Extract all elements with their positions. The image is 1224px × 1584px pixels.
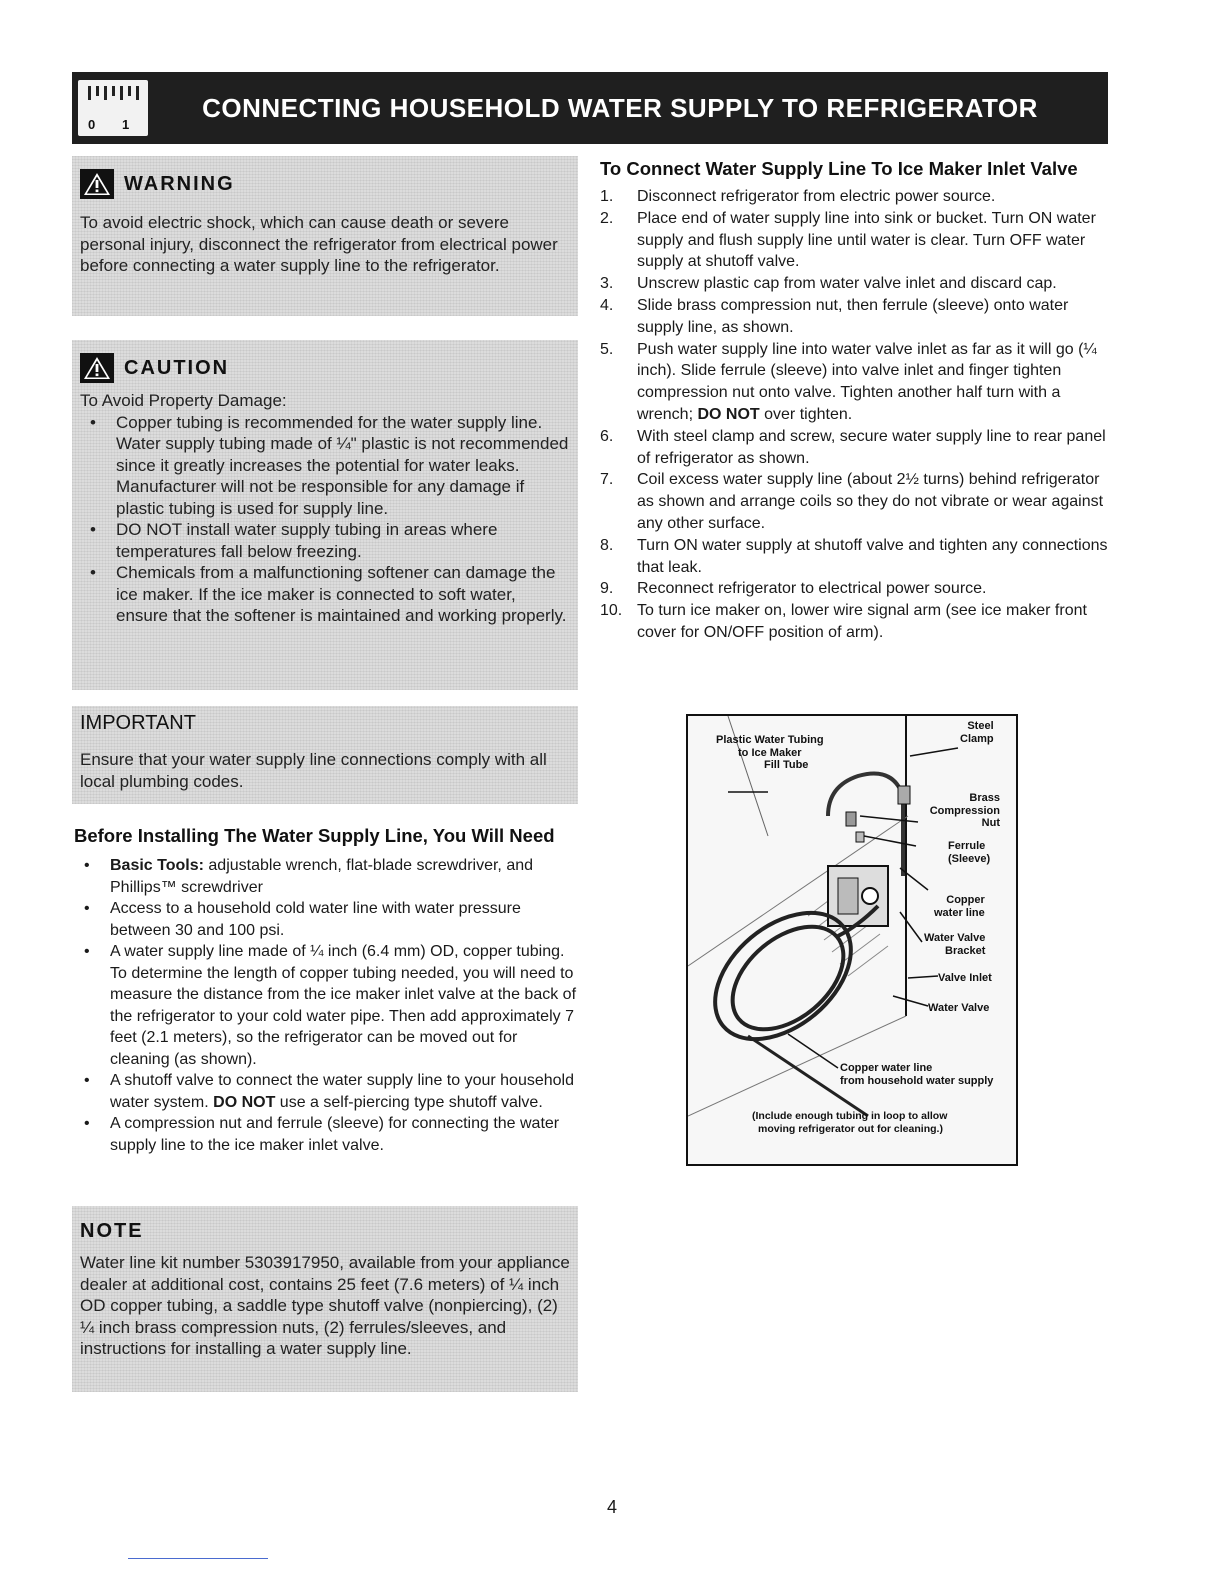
- step-text: Reconnect refrigerator to electrical power source.: [637, 580, 987, 598]
- item-text: Access to a household cold water line with water pressure between 30 and 100 psi.: [110, 900, 521, 939]
- label-line: Bracket: [945, 944, 986, 957]
- step-item: [600, 426, 1110, 470]
- list-item: [72, 941, 578, 1070]
- warning-title: WARNING: [124, 172, 235, 195]
- label-copper-line: [934, 894, 985, 919]
- label-line: Steel: [967, 720, 994, 732]
- step-number: 9.: [600, 580, 614, 598]
- step-item: [600, 339, 1110, 426]
- step-text: Push water supply line into water valve inlet as far as it will go (¼ inch). Slide ferrule (sleeve) into valve inlet and finger tighten compression nut onto valve. Tighten another half turn with a wrench;: [637, 340, 1097, 423]
- gauge-icon: [78, 80, 148, 136]
- step-text: Slide brass compression nut, then ferrule (sleeve) onto water supply line, as shown.: [637, 296, 1069, 336]
- label-plastic-tubing: [716, 734, 824, 772]
- step-number: 10.: [600, 602, 623, 620]
- important-text: Ensure that your water supply line connections comply with all local plumbing codes.: [80, 750, 547, 791]
- important-box: [72, 706, 578, 804]
- label-valve-inlet: Valve Inlet: [938, 972, 992, 984]
- label-line: moving refrigerator out for cleaning.): [758, 1122, 943, 1135]
- item-text: A compression nut and ferrule (sleeve) for connecting the water supply line to the ice maker inlet valve.: [110, 1115, 560, 1154]
- note-box: [72, 1206, 578, 1392]
- warning-text: To avoid electric shock, which can cause death or severe personal injury, disconnect the refrigerator from electrical power before connecting a water supply line to the refrigerator.: [80, 213, 558, 275]
- note-title: NOTE: [80, 1220, 144, 1242]
- label-line: (Sleeve): [948, 852, 991, 865]
- step-item: [600, 578, 1110, 600]
- item-text: use a self-piercing type shutoff valve.: [275, 1093, 543, 1111]
- item-text: A water supply line made of ¼ inch (6.4 mm) OD, copper tubing. To determine the length of copper tubing needed, you will need to measure the distance from the ice maker inlet valve at the back of the refrigerator to your cold water pipe. Then add approximately 7 feet (2.1 meters), so the refrigerator can be moved out for cleaning (as shown).: [110, 943, 577, 1068]
- step-item: [600, 535, 1110, 579]
- list-item: [72, 1070, 578, 1113]
- label-line: to Ice Maker: [738, 746, 802, 759]
- step-text: Turn ON water supply at shutoff valve and tighten any connections that leak.: [637, 536, 1108, 576]
- label-line: from household water supply: [840, 1074, 994, 1087]
- label-water-valve: Water Valve: [928, 1002, 990, 1014]
- label-line: Brass: [969, 792, 1000, 804]
- caution-item: • Chemicals from a malfunctioning softener can damage the ice maker. If the ice maker is connected to soft water, ensure that the softener is maintained and working properly.: [80, 562, 570, 627]
- step-text: Place end of water supply line into sink or bucket. Turn ON water supply and flush supply line until water is clear. Turn OFF water supply at shutoff valve.: [637, 209, 1096, 271]
- label-loop-note: [752, 1110, 947, 1135]
- step-number: 1.: [600, 188, 614, 205]
- step-number: 5.: [600, 340, 614, 358]
- section-banner: [72, 72, 1108, 144]
- step-text: Disconnect refrigerator from electric power source.: [637, 188, 996, 205]
- page-number: 4: [606, 1497, 617, 1517]
- step-number: 8.: [600, 536, 614, 554]
- label-line: Nut: [981, 817, 1000, 829]
- step-item: [600, 208, 1110, 273]
- caution-subtitle: To Avoid Property Damage:: [80, 391, 287, 410]
- label-household: [840, 1062, 993, 1087]
- gauge-number-1: 1: [122, 117, 130, 132]
- important-title: IMPORTANT: [80, 712, 196, 734]
- list-item: [72, 898, 578, 941]
- step-number: 3.: [600, 275, 614, 293]
- warning-icon: [80, 169, 114, 199]
- step-text: over tighten.: [759, 405, 853, 423]
- label-line: Compression: [929, 804, 1000, 817]
- label-line: water line: [934, 906, 985, 919]
- caution-item: • DO NOT install water supply tubing in areas where temperatures fall below freezing.: [80, 519, 570, 562]
- page-title: CONNECTING HOUSEHOLD WATER SUPPLY TO REFRIGERATOR: [202, 92, 1038, 123]
- footer-rule: [128, 1558, 268, 1559]
- step-number: 4.: [600, 296, 614, 314]
- step-item: [600, 469, 1110, 534]
- step-item: [600, 600, 1110, 644]
- step-item: [600, 295, 1110, 339]
- item-bold: Basic Tools:: [110, 857, 204, 874]
- item-text: adjustable wrench, flat-blade screwdriver, and Phillips™ screwdriver: [110, 857, 534, 896]
- item-bold: DO NOT: [213, 1093, 276, 1111]
- step-text: To turn ice maker on, lower wire signal arm (see ice maker front cover for ON/OFF position of arm).: [637, 602, 1087, 641]
- label-line: Clamp: [960, 732, 994, 745]
- step-text: Coil excess water supply line (about 2½ turns) behind refrigerator as shown and arrange coils so they do not vibrate or wear against any other surface.: [637, 471, 1104, 532]
- label-line: Copper: [946, 894, 985, 906]
- label-line: Plastic Water Tubing: [716, 734, 824, 746]
- step-text: Unscrew plastic cap from water valve inlet and discard cap.: [637, 275, 1057, 293]
- connect-steps: [600, 186, 1110, 644]
- gauge-number-0: 0: [88, 117, 96, 132]
- label-line: Copper water line: [840, 1062, 933, 1074]
- list-item: [72, 1113, 578, 1156]
- caution-item: • Copper tubing is recommended for the water supply line. Water supply tubing made of ¼" plastic is not recommended since it greatly increases the potential for water leaks. Manufacturer will not be responsible for any damage if plastic tubing is used for supply line.: [80, 412, 570, 520]
- item-text: A shutoff valve to connect the water supply line to your household water system.: [110, 1072, 574, 1111]
- step-number: 6.: [600, 427, 614, 445]
- label-ferrule: [948, 840, 990, 865]
- warning-box: [72, 156, 578, 316]
- step-number: 7.: [600, 471, 614, 489]
- note-text: Water line kit number 5303917950, available from your appliance dealer at additional cost, contains 25 feet (7.6 meters) of ¼ inch OD copper tubing, a saddle type shutoff valve (nonpiercing), (2) ¼ inch brass compression nuts, (2) ferrules/sleeves, and instructions for installing a water supply line.: [80, 1253, 570, 1358]
- step-text: With steel clamp and screw, secure water supply line to rear panel of refrigerator as shown.: [637, 427, 1106, 467]
- before-heading: Before Installing The Water Supply Line, You Will Need: [74, 825, 555, 846]
- step-item: [600, 186, 1110, 208]
- list-item: [72, 855, 578, 898]
- label-line: Fill Tube: [764, 759, 809, 771]
- caution-box: [72, 340, 578, 690]
- caution-list: [80, 412, 570, 627]
- connect-heading: To Connect Water Supply Line To Ice Maker Inlet Valve: [600, 158, 1078, 179]
- caution-icon: [80, 353, 114, 383]
- label-steel-clamp: [960, 720, 994, 745]
- label-line: (Include enough tubing in loop to allow: [752, 1110, 948, 1122]
- step-item: [600, 273, 1110, 295]
- before-list: [72, 855, 578, 1156]
- step-bold: DO NOT: [697, 405, 760, 423]
- label-brass-nut: [918, 792, 1000, 830]
- step-number: 2.: [600, 209, 614, 227]
- label-valve-bracket: [924, 932, 985, 957]
- label-line: Water Valve: [924, 932, 986, 944]
- caution-title: CAUTION: [124, 356, 230, 379]
- water-line-diagram: [686, 714, 1018, 1166]
- label-line: Ferrule: [948, 840, 986, 852]
